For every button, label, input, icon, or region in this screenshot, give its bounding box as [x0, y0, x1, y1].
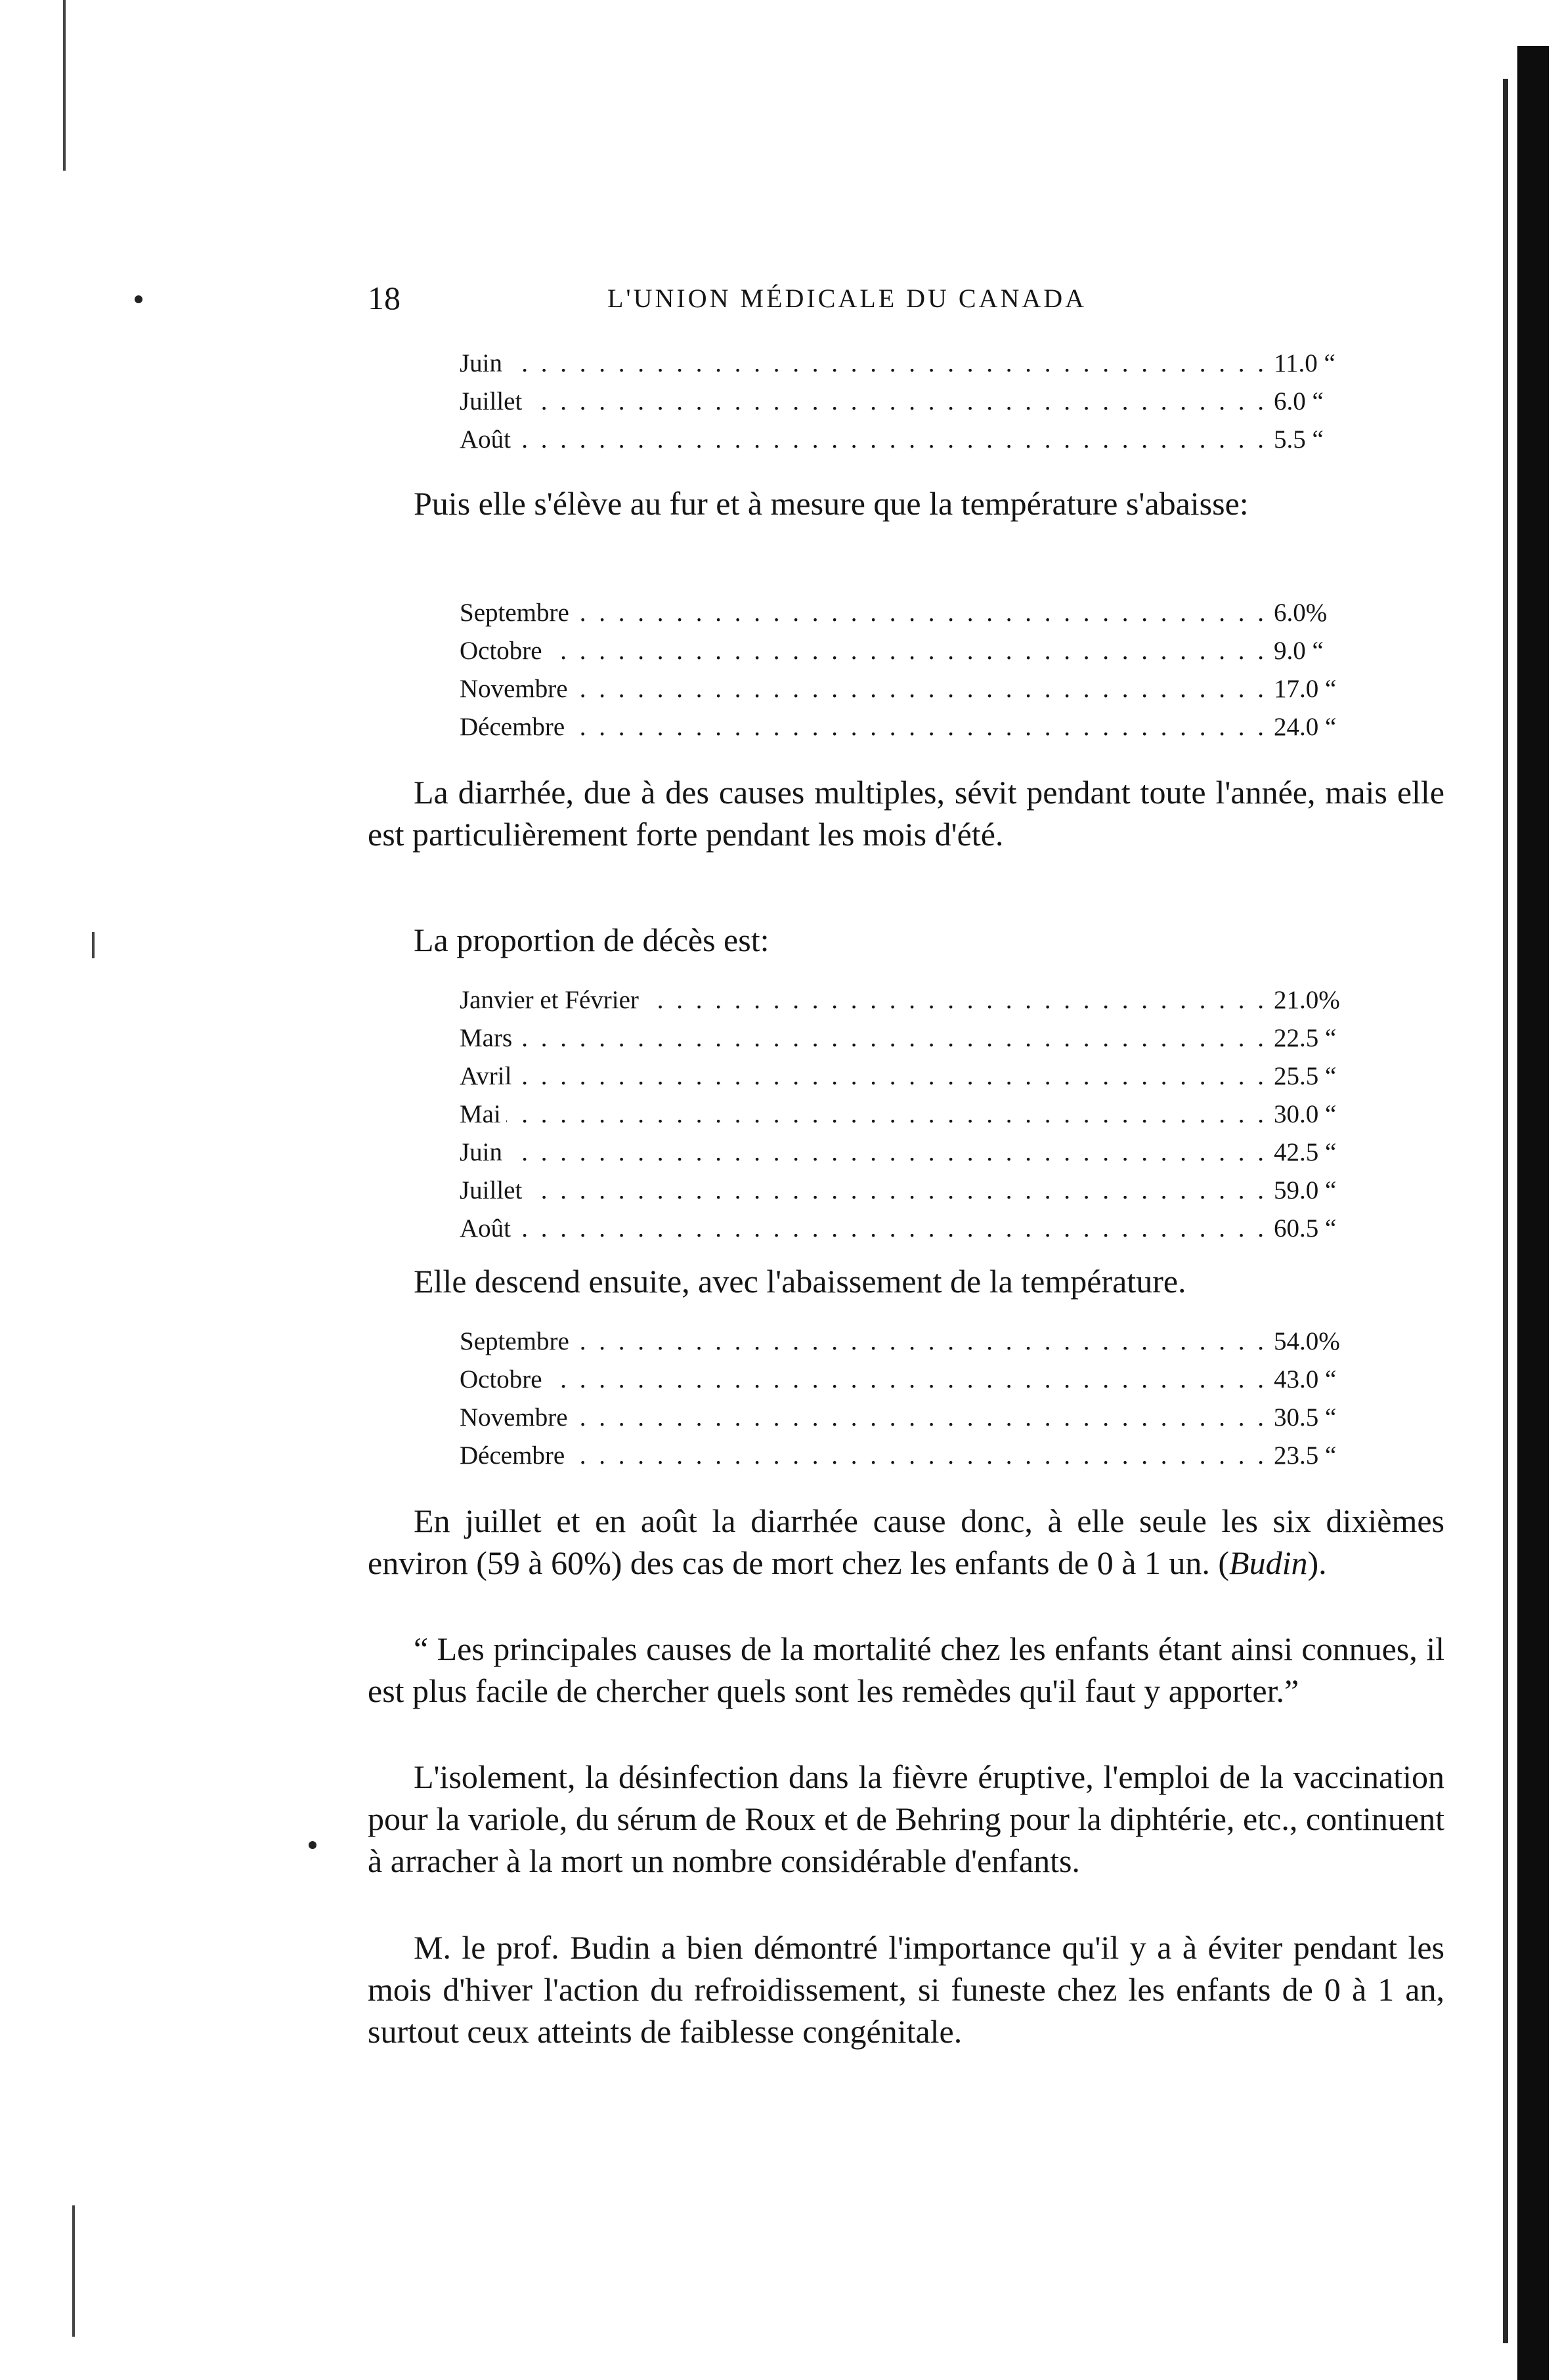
- month-value: 11.0 “: [1274, 349, 1335, 377]
- table-autumn: [460, 594, 1353, 746]
- binding-mark: [72, 2205, 75, 2337]
- table-row: [460, 1172, 1353, 1210]
- month-value: 9.0 “: [1274, 637, 1324, 665]
- scan-edge-line: [1503, 79, 1508, 2343]
- month-label: Avril: [460, 1057, 517, 1095]
- month-label: Juin: [460, 1134, 508, 1172]
- table-row: [460, 1210, 1353, 1248]
- table-row: [460, 1323, 1353, 1361]
- month-label: Mai: [460, 1095, 506, 1134]
- month-label: Septembre: [460, 594, 575, 632]
- margin-dot: [309, 1841, 316, 1849]
- table-row: [460, 594, 1353, 632]
- month-label: Septembre: [460, 1323, 575, 1361]
- month-label: Octobre: [460, 1361, 548, 1399]
- dot-leader: [460, 1172, 1267, 1210]
- dot-leader: [460, 1361, 1267, 1399]
- dot-leader: [460, 594, 1267, 632]
- month-label: Décembre: [460, 708, 570, 746]
- table-row: [460, 1095, 1353, 1134]
- month-value: 6.0 “: [1274, 387, 1324, 415]
- table-row: [460, 421, 1353, 459]
- month-value: 30.5 “: [1274, 1403, 1337, 1432]
- table-row: [460, 670, 1353, 708]
- dot-leader: [460, 1019, 1267, 1057]
- scan-edge-shadow: [1517, 46, 1549, 2380]
- month-label: Mars: [460, 1019, 517, 1057]
- table-row: [460, 1134, 1353, 1172]
- dot-leader: [460, 670, 1267, 708]
- dot-leader: [460, 1057, 1267, 1095]
- table-row: [460, 345, 1353, 383]
- month-label: Août: [460, 1210, 516, 1248]
- citation-close: ).: [1307, 1544, 1327, 1581]
- month-value: 54.0%: [1274, 1327, 1340, 1355]
- page-header: [368, 279, 1444, 325]
- table-row: [460, 1361, 1353, 1399]
- dot-leader: [460, 1437, 1267, 1475]
- dot-leader: [460, 383, 1267, 421]
- month-label: Novembre: [460, 670, 573, 708]
- month-value: 23.5 “: [1274, 1441, 1337, 1470]
- month-label: Janvier et Février: [460, 981, 644, 1019]
- month-label: Octobre: [460, 632, 548, 670]
- table-row: [460, 1399, 1353, 1437]
- month-value: 17.0 “: [1274, 675, 1337, 703]
- month-value: 60.5 “: [1274, 1214, 1337, 1243]
- table-row: [460, 981, 1353, 1019]
- paragraph-july-august: [368, 1500, 1444, 1584]
- month-value: 22.5 “: [1274, 1024, 1337, 1052]
- month-value: 5.5 “: [1274, 425, 1324, 454]
- dot-leader: [460, 1399, 1267, 1437]
- dot-leader: [460, 1134, 1267, 1172]
- dot-leader: [460, 345, 1267, 383]
- table-summer-end: [460, 345, 1353, 459]
- paragraph-text: En juillet et en août la diarrhée cause donc, à elle seule les six dixièmes environ (59 à 60%) des cas de mort chez les enfants de 0 à 1 un. (: [368, 1502, 1444, 1581]
- table-row: [460, 383, 1353, 421]
- table-descend: [460, 1323, 1353, 1475]
- paragraph-budin: M. le prof. Budin a bien démontré l'importance qu'il y a à éviter pendant les mois d'hiver l'action du refroidissement, si funeste chez les enfants de 0 à 1 an, surtout ceux atteints de faiblesse congénitale.: [368, 1929, 1444, 2050]
- paragraph-descend: Elle descend ensuite, avec l'abaissement de la température.: [414, 1263, 1186, 1300]
- table-deaths: [460, 981, 1353, 1248]
- dot-leader: [460, 1095, 1267, 1134]
- running-head: L'UNION MÉDICALE DU CANADA: [607, 284, 1087, 313]
- month-value: 21.0%: [1274, 986, 1340, 1014]
- month-value: 42.5 “: [1274, 1138, 1337, 1166]
- month-value: 43.0 “: [1274, 1365, 1337, 1393]
- dot-leader: [460, 708, 1267, 746]
- paragraph-proportion: La proportion de décès est:: [414, 922, 770, 958]
- month-label: Décembre: [460, 1437, 570, 1475]
- table-row: [460, 1019, 1353, 1057]
- citation: Budin: [1229, 1544, 1308, 1581]
- margin-dot: [135, 295, 142, 303]
- binding-mark: [92, 932, 95, 958]
- month-value: 30.0 “: [1274, 1100, 1337, 1128]
- month-value: 25.5 “: [1274, 1062, 1337, 1090]
- month-value: 59.0 “: [1274, 1176, 1337, 1204]
- month-value: 6.0%: [1274, 599, 1328, 627]
- table-row: [460, 632, 1353, 670]
- month-label: Août: [460, 421, 516, 459]
- month-label: Juin: [460, 345, 508, 383]
- month-label: Novembre: [460, 1399, 573, 1437]
- page-number: 18: [368, 280, 401, 316]
- table-row: [460, 708, 1353, 746]
- paragraph-diarrhea: La diarrhée, due à des causes multiples, sévit pendant toute l'année, mais elle est particulièrement forte pendant les mois d'été.: [368, 774, 1444, 853]
- paragraph-rise: Puis elle s'élève au fur et à mesure que la température s'abaisse:: [414, 485, 1249, 522]
- month-label: Juillet: [460, 1172, 527, 1210]
- dot-leader: [460, 421, 1267, 459]
- dot-leader: [460, 632, 1267, 670]
- table-row: [460, 1437, 1353, 1475]
- paragraph-isolation: L'isolement, la désinfection dans la fièvre éruptive, l'emploi de la vaccination pour la variole, du sérum de Roux et de Behring pour la diphtérie, etc., continuent à arracher à la mort un nombre considérable d'enfants.: [368, 1758, 1444, 1879]
- dot-leader: [460, 1210, 1267, 1248]
- dot-leader: [460, 1323, 1267, 1361]
- month-label: Juillet: [460, 383, 527, 421]
- table-row: [460, 1057, 1353, 1095]
- paragraph-quote: “ Les principales causes de la mortalité chez les enfants étant ainsi connues, il est plus facile de chercher quels sont les remèdes qu'il faut y apporter.”: [368, 1630, 1444, 1709]
- month-value: 24.0 “: [1274, 713, 1337, 741]
- binding-mark: [63, 0, 66, 171]
